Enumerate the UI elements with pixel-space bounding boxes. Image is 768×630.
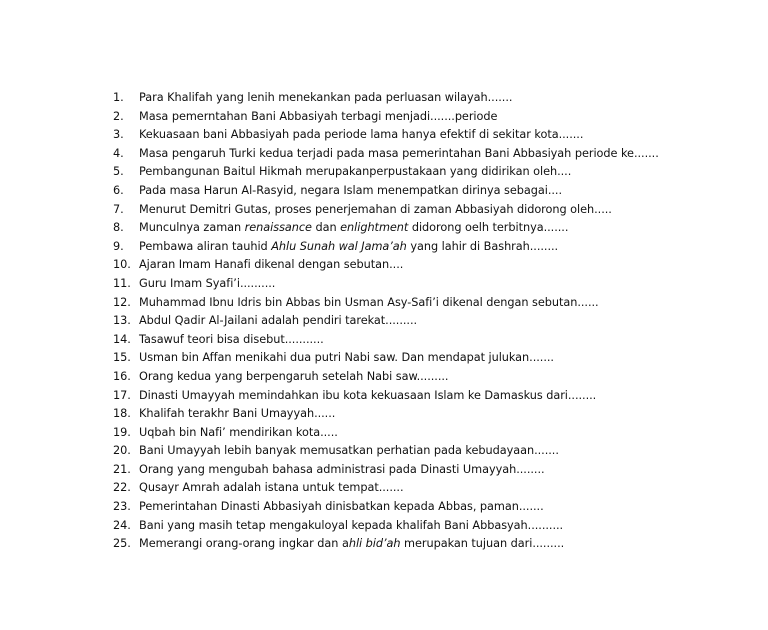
question-item	[113, 368, 753, 387]
question-number: 7.	[113, 202, 124, 216]
question-item	[113, 498, 753, 517]
question-text	[139, 294, 753, 313]
question-text-run: Dinasti Umayyah memindahkan ibu kota kekuasaan Islam ke Damaskus dari........	[139, 388, 597, 402]
question-number: 11.	[113, 276, 131, 290]
question-number: 22.	[113, 481, 131, 495]
question-text-run: dan	[311, 221, 341, 235]
question-item	[113, 145, 753, 164]
question-item	[113, 424, 753, 443]
question-text	[139, 535, 753, 554]
question-number: 10.	[113, 258, 131, 272]
question-text-run: Orang yang mengubah bahasa administrasi pada Dinasti Umayyah........	[139, 462, 545, 476]
question-text	[139, 442, 753, 461]
question-text-run: yang lahir di Bashrah........	[406, 239, 559, 253]
question-number: 12.	[113, 295, 131, 309]
question-item	[113, 275, 753, 294]
question-text-run: Pembangunan Baitul Hikmah merupakanperpustakaan yang didirikan oleh....	[139, 165, 572, 179]
question-item	[113, 331, 753, 350]
question-text-run: Pemerintahan Dinasti Abbasiyah dinisbatkan kepada Abbas, paman.......	[139, 500, 544, 514]
question-text	[139, 126, 753, 145]
question-text	[139, 349, 753, 368]
question-item	[113, 442, 753, 461]
question-text-run: Tasawuf teori bisa disebut...........	[139, 332, 324, 346]
question-item	[113, 535, 753, 554]
question-text-run: Kekuasaan bani Abbasiyah pada periode lama hanya efektif di sekitar kota.......	[139, 128, 584, 142]
question-number: 18.	[113, 407, 131, 421]
question-number: 13.	[113, 314, 131, 328]
question-item	[113, 163, 753, 182]
question-text-run: Ajaran Imam Hanafi dikenal dengan sebutan....	[139, 258, 404, 272]
question-item	[113, 89, 753, 108]
question-list	[113, 89, 753, 554]
question-text-run: Masa pengaruh Turki kedua terjadi pada masa pemerintahan Bani Abbasiyah periode ke.......	[139, 146, 659, 160]
question-text	[139, 256, 753, 275]
question-text	[139, 238, 753, 257]
question-number: 19.	[113, 425, 131, 439]
question-number: 9.	[113, 239, 124, 253]
question-text	[139, 461, 753, 480]
question-text-run: Muhammad Ibnu Idris bin Abbas bin Usman Asy-Safi’i dikenal dengan sebutan......	[139, 295, 599, 309]
question-text	[139, 498, 753, 517]
question-text	[139, 275, 753, 294]
question-text-run: Pada masa Harun Al-Rasyid, negara Islam menempatkan dirinya sebagai....	[139, 183, 563, 197]
question-item	[113, 219, 753, 238]
question-text-run: Qusayr Amrah adalah istana untuk tempat.......	[139, 481, 404, 495]
question-text-run: didorong oelh terbitnya.......	[408, 221, 569, 235]
question-text-run: Pembawa aliran tauhid	[139, 239, 272, 253]
question-text	[139, 201, 753, 220]
question-number: 1.	[113, 91, 124, 104]
question-text-italic: Ahlu Sunah wal Jama’ah	[271, 239, 407, 253]
question-text-run: Bani yang masih tetap mengakuloyal kepada khalifah Bani Abbasyah..........	[139, 518, 564, 532]
question-item	[113, 294, 753, 313]
question-number: 15.	[113, 351, 131, 365]
question-number: 16.	[113, 369, 131, 383]
question-number: 8.	[113, 221, 124, 235]
question-number: 17.	[113, 388, 131, 402]
question-number: 3.	[113, 128, 124, 142]
question-number: 20.	[113, 444, 131, 458]
question-text-run: merupakan tujuan dari.........	[400, 537, 565, 551]
question-text-italic: hli bid’ah	[348, 537, 401, 551]
question-number: 24.	[113, 518, 131, 532]
question-item	[113, 349, 753, 368]
question-text-italic: renaissance	[244, 221, 312, 235]
question-text	[139, 331, 753, 350]
question-item	[113, 238, 753, 257]
question-text-run: Uqbah bin Nafi’ mendirikan kota.....	[139, 425, 338, 439]
question-text-run: Memerangi orang-orang ingkar dan a	[139, 537, 349, 551]
question-text-run: Khalifah terakhr Bani Umayyah......	[139, 407, 336, 421]
question-item	[113, 256, 753, 275]
question-item	[113, 517, 753, 536]
question-text-run: Bani Umayyah lebih banyak memusatkan perhatian pada kebudayaan.......	[139, 444, 559, 458]
question-text	[139, 517, 753, 536]
question-text	[139, 387, 753, 406]
question-number: 2.	[113, 109, 124, 123]
question-number: 6.	[113, 183, 124, 197]
question-text	[139, 163, 753, 182]
question-number: 23.	[113, 500, 131, 514]
question-text-run: Munculnya zaman	[139, 221, 245, 235]
question-text-run: Para Khalifah yang lenih menekankan pada perluasan wilayah.......	[139, 91, 513, 104]
question-item	[113, 108, 753, 127]
question-text	[139, 424, 753, 443]
question-text	[139, 405, 753, 424]
question-text-run: Guru Imam Syafi’i..........	[139, 276, 276, 290]
question-item	[113, 479, 753, 498]
question-number: 4.	[113, 146, 124, 160]
question-item	[113, 405, 753, 424]
question-text-run: Menurut Demitri Gutas, proses penerjemahan di zaman Abbasiyah didorong oleh.....	[139, 202, 612, 216]
question-item	[113, 387, 753, 406]
question-number: 5.	[113, 165, 124, 179]
question-text	[139, 312, 753, 331]
question-text-italic: enlightment	[340, 221, 409, 235]
question-text	[139, 89, 753, 108]
question-number: 14.	[113, 332, 131, 346]
question-text	[139, 182, 753, 201]
question-item	[113, 201, 753, 220]
question-item	[113, 126, 753, 145]
question-text	[139, 108, 753, 127]
question-text-run: Orang kedua yang berpengaruh setelah Nabi saw.........	[139, 369, 449, 383]
question-text-run: Masa pemerntahan Bani Abbasiyah terbagi menjadi.......periode	[139, 109, 498, 123]
question-text	[139, 219, 753, 238]
question-number: 25.	[113, 537, 131, 551]
question-number: 21.	[113, 462, 131, 476]
question-text-run: Usman bin Affan menikahi dua putri Nabi saw. Dan mendapat julukan.......	[139, 351, 554, 365]
question-item	[113, 312, 753, 331]
question-text	[139, 479, 753, 498]
question-item	[113, 182, 753, 201]
question-text	[139, 368, 753, 387]
question-text-run: Abdul Qadir Al-Jailani adalah pendiri tarekat.........	[139, 314, 418, 328]
question-text	[139, 145, 753, 164]
question-item	[113, 461, 753, 480]
